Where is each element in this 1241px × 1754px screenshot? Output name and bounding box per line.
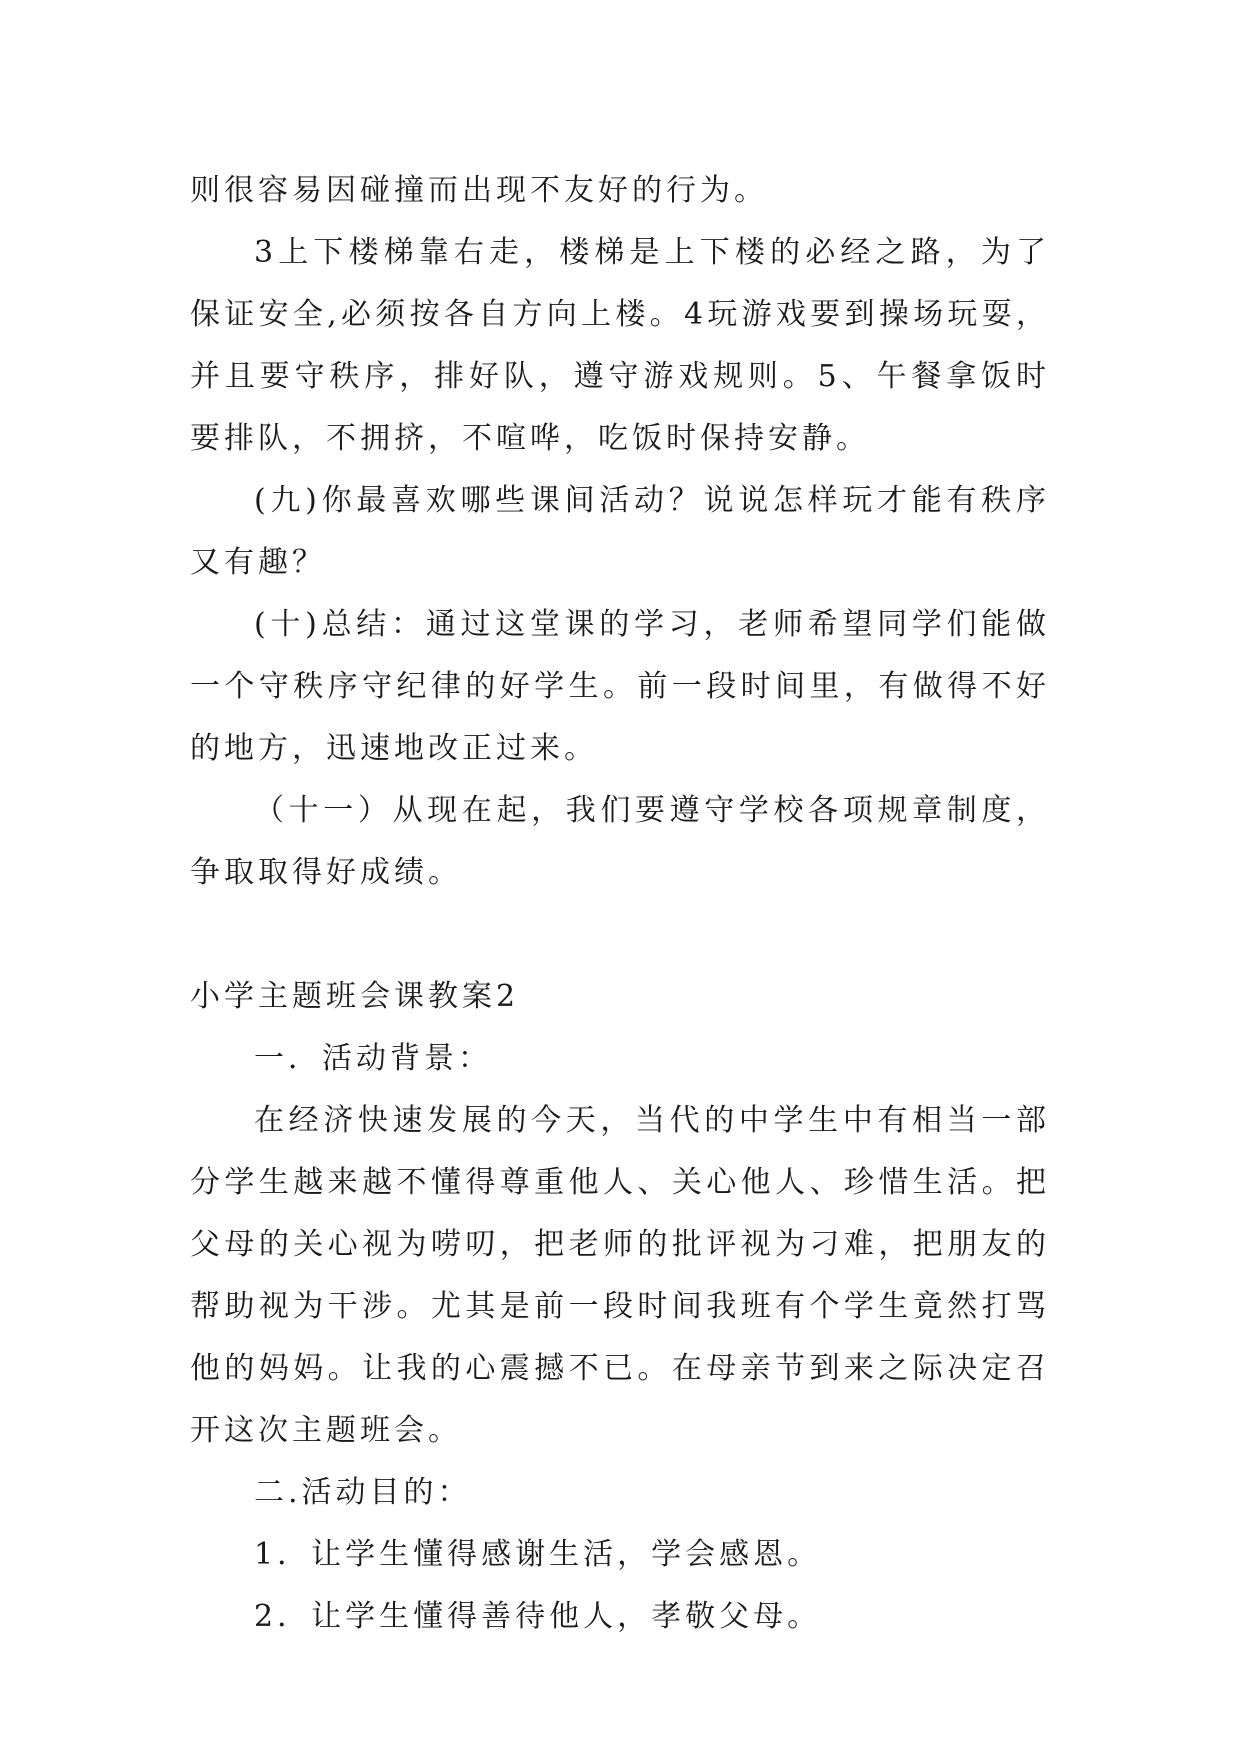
paragraph: 3上下楼梯靠右走，楼梯是上下楼的必经之路，为了保证安全,必须按各自方向上楼。4玩游戏要到操场玩耍，并且要守秩序，排好队，遵守游戏规则。5、午餐拿饭时要排队，不拥挤，不喧哗，吃饭时保持安静。: [190, 235, 1050, 456]
paragraph: 二.活动目的：: [254, 1475, 472, 1510]
paragraph: 2．让学生懂得善待他人，孝敬父母。: [254, 1599, 822, 1634]
section-spacer: [190, 904, 1050, 966]
paragraph: (九)你最喜欢哪些课间活动？说说怎样玩才能有秩序又有趣？: [190, 483, 1050, 580]
paragraph: (十)总结：通过这堂课的学习，老师希望同学们能做一个守秩序守纪律的好学生。前一段时间里，有做得不好的地方，迅速地改正过来。: [190, 607, 1050, 766]
section-title: 小学主题班会课教案2: [190, 979, 520, 1014]
paragraph: 在经济快速发展的今天，当代的中学生中有相当一部分学生越来越不懂得尊重他人、关心他人、珍惜生活。把父母的关心视为唠叨，把老师的批评视为刁难，把朋友的帮助视为干涉。尤其是前一段时间我班有个学生竟然打骂他的妈妈。让我的心震撼不已。在母亲节到来之际决定召开这次主题班会。: [190, 1103, 1050, 1448]
paragraph: 1．让学生懂得感谢生活，学会感恩。: [254, 1537, 822, 1572]
paragraph: 则很容易因碰撞而出现不友好的行为。: [190, 173, 768, 208]
paragraph: （十一）从现在起，我们要遵守学校各项规章制度，争取取得好成绩。: [190, 793, 1050, 890]
document-body: [190, 160, 1050, 1648]
paragraph: 一．活动背景：: [254, 1041, 492, 1076]
